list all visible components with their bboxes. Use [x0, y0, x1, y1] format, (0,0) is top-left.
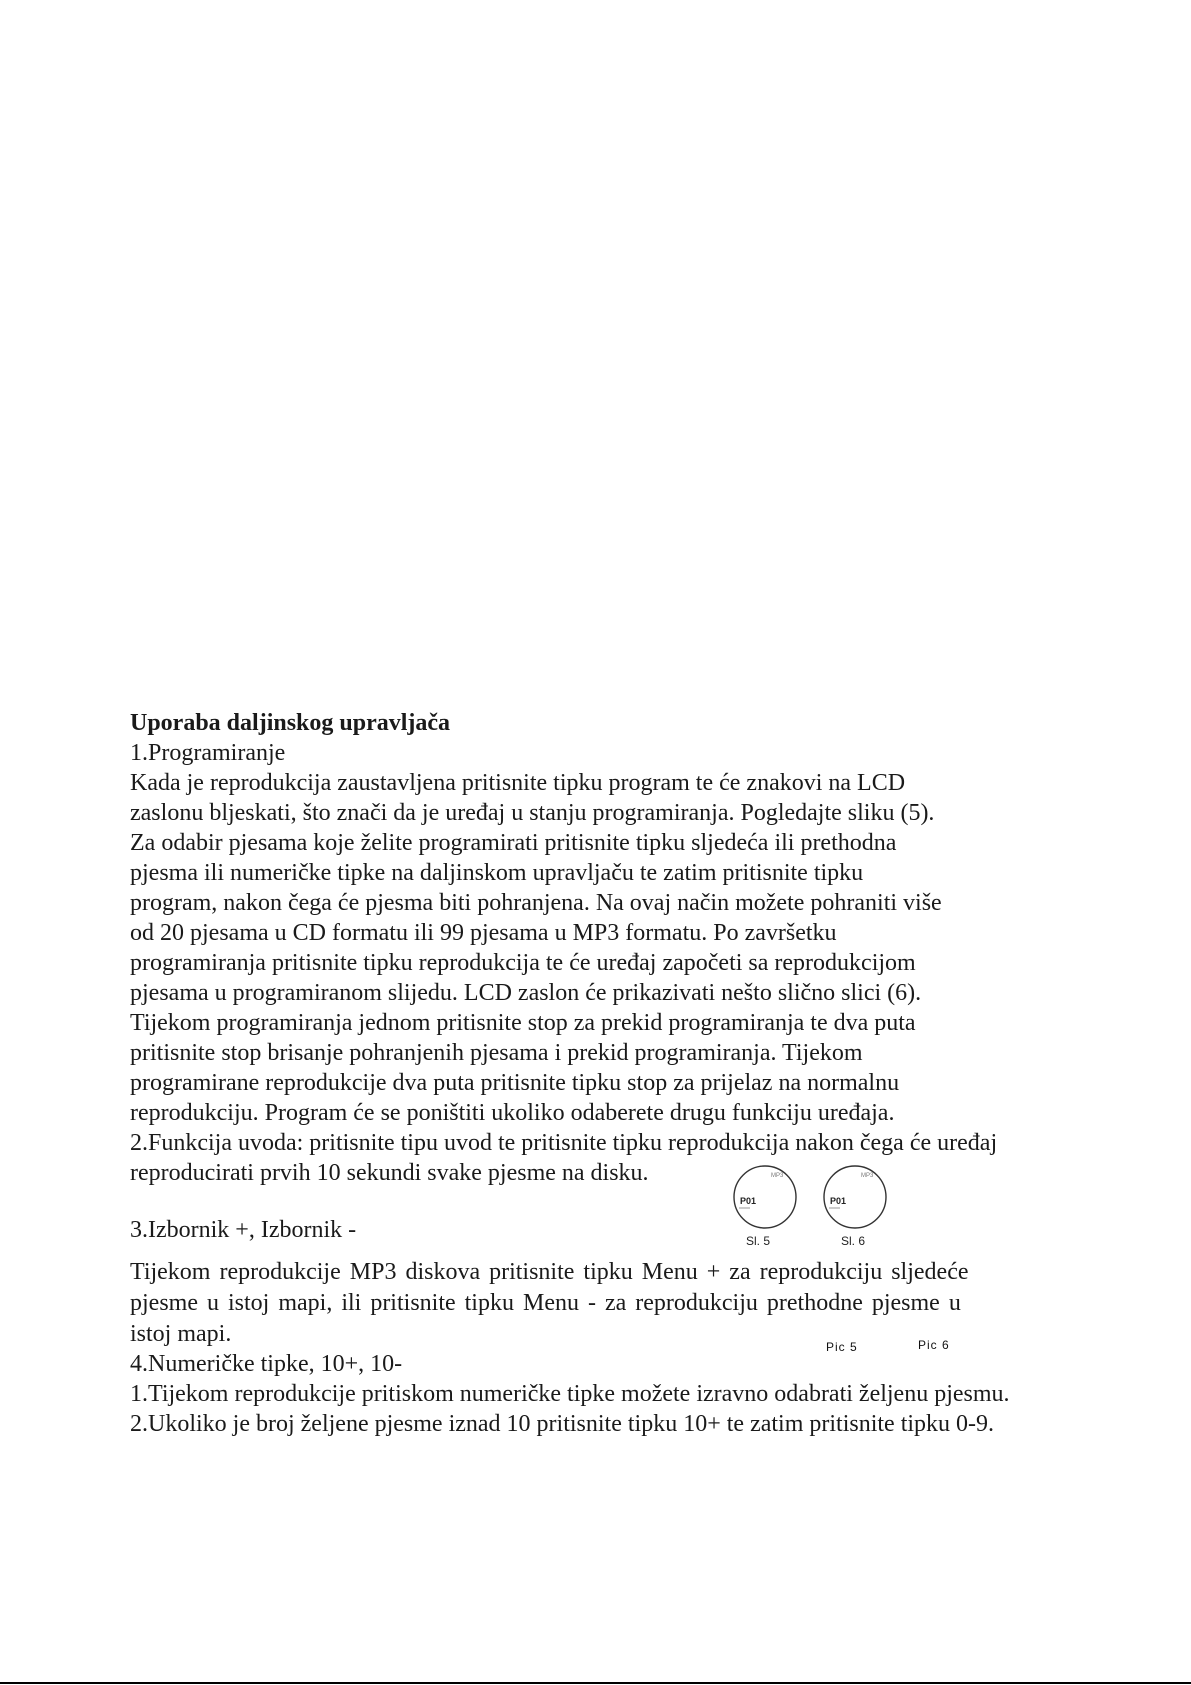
section-3-line: istoj mapi.	[130, 1321, 232, 1347]
fig5-top-label: MP3	[771, 1173, 784, 1179]
section-heading: Uporaba daljinskog upravljača	[130, 710, 451, 736]
paragraph-line: zaslonu bljeskati, što znači da je uređaj u stanju programiranja. Pogledajte sliku (5).	[130, 800, 935, 826]
paragraph-line: pritisnite stop brisanje pohranjenih pjesama i prekid programiranja. Tijekom	[130, 1040, 863, 1066]
paragraph-line: reprodukciju. Program će se poništiti ukoliko odaberete drugu funkciju uređaja.	[130, 1100, 895, 1126]
section-4-line: 1.Tijekom reprodukcije pritiskom numeričke tipke možete izravno odabrati željenu pjesmu.	[130, 1381, 1010, 1407]
lcd-figure-6	[820, 1164, 890, 1230]
paragraph-line: pjesma ili numeričke tipke na daljinskom upravljaču te zatim pritisnite tipku	[130, 860, 864, 886]
section-3-line: Tijekom reprodukcije MP3 diskova pritisnite tipku Menu + za reprodukciju sljedeće	[130, 1259, 969, 1285]
paragraph-line: od 20 pjesama u CD formatu ili 99 pjesama u MP3 formatu. Po završetku	[130, 920, 837, 946]
fig6-caption: Sl. 6	[841, 1234, 866, 1248]
section-4-title: 4.Numeričke tipke, 10+, 10-	[130, 1351, 403, 1377]
lcd-display-icon	[730, 1164, 800, 1230]
paragraph-line: program, nakon čega će pjesma biti pohranjena. Na ovaj način možete pohraniti više	[130, 890, 942, 916]
section-2-line: reproducirati prvih 10 sekundi svake pjesme na disku.	[130, 1160, 649, 1186]
fig5-caption: Sl. 5	[746, 1234, 771, 1248]
fig6-display: P01	[830, 1196, 847, 1206]
paragraph-line: programiranja pritisnite tipku reprodukcija te će uređaj započeti sa reprodukcijom	[130, 950, 916, 976]
paragraph-line: programirane reprodukcije dva puta pritisnite tipku stop za prijelaz na normalnu	[130, 1070, 900, 1096]
pic5-caption: Pic 5	[826, 1340, 858, 1354]
section-3-line: pjesme u istoj mapi, ili pritisnite tipku Menu - za reprodukciju prethodne pjesme u	[130, 1290, 961, 1316]
fig5-display: P01	[740, 1196, 757, 1206]
section-3-title: 3.Izbornik +, Izbornik -	[130, 1217, 357, 1243]
pic6-caption: Pic 6	[918, 1338, 950, 1352]
fig6-top-label: MP3	[861, 1173, 874, 1179]
section-1-title: 1.Programiranje	[130, 740, 286, 766]
paragraph-line: Tijekom programiranja jednom pritisnite stop za prekid programiranja te dva puta	[130, 1010, 916, 1036]
section-4-line: 2.Ukoliko je broj željene pjesme iznad 10 pritisnite tipku 10+ te zatim pritisnite tipku 0-9.	[130, 1411, 995, 1437]
lcd-figure-5	[730, 1164, 800, 1230]
section-2-line: 2.Funkcija uvoda: pritisnite tipu uvod te pritisnite tipku reprodukcija nakon čega će uređaj	[130, 1130, 998, 1156]
bottom-rule	[0, 1682, 1191, 1684]
paragraph-line: Kada je reprodukcija zaustavljena pritisnite tipku program te će znakovi na LCD	[130, 770, 906, 796]
paragraph-line: pjesama u programiranom slijedu. LCD zaslon će prikazivati nešto slično slici (6).	[130, 980, 922, 1006]
paragraph-line: Za odabir pjesama koje želite programirati pritisnite tipku sljedeća ili prethodna	[130, 830, 897, 856]
lcd-display-icon	[820, 1164, 890, 1230]
